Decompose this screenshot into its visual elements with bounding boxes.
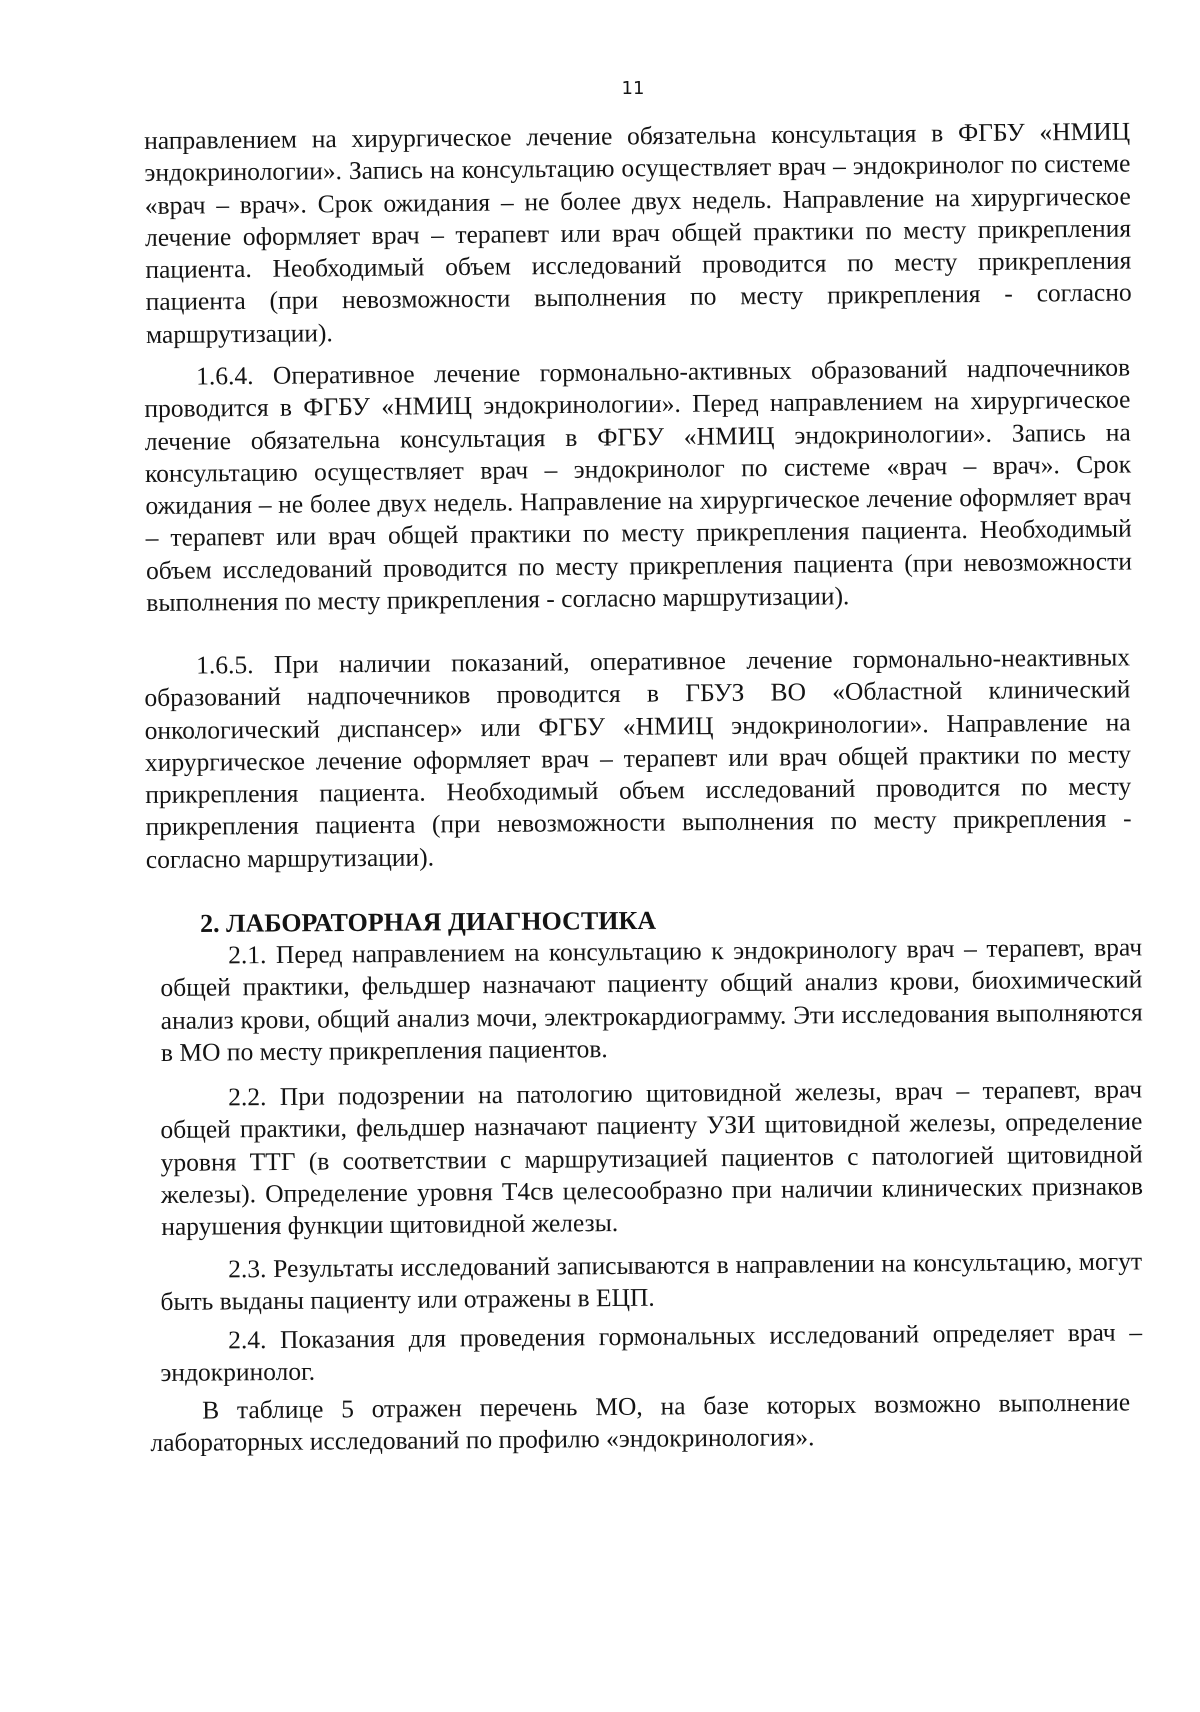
paragraph-referral-continuation: направлением на хирургическое лечение обязательна консультация в ФГБУ «НМИЦ эндокринологии». Запись на консультацию осуществляет врач – эндокринолог по системе «врач – врач». Срок ожидания – не более двух недель. Направление на хирургическое лечение оформляет врач – терапевт или врач общей практики по месту прикрепления пациента. Необходимый объем исследований проводится по месту прикрепления пациента (при невозможности выполнения по месту прикрепления - согласно маршрутизации). xyxy=(144,116,1132,349)
section-heading-lab-diagnostics: 2. ЛАБОРАТОРНАЯ ДИАГНОСТИКА xyxy=(200,905,657,938)
page-number: 11 xyxy=(621,78,645,99)
paragraph-1-6-4: 1.6.4. Оперативное лечение гормонально-активных образований надпочечников проводится в ФГБУ «НМИЦ эндокринологии». Перед направлением на хирургическое лечение обязательна консультация в ФГБУ «НМИЦ эндокринологии». Запись на консультацию осуществляет врач – эндокринолог по системе «врач – врач». Срок ожидания – не более двух недель. Направление на хирургическое лечение оформляет врач – терапевт или врач общей практики по месту прикрепления пациента. Необходимый объем исследований проводится по месту прикрепления пациента (при невозможности выполнения по месту прикрепления - согласно маршрутизации). xyxy=(144,352,1133,618)
paragraph-2-1: 2.1. Перед направлением на консультацию к эндокринологу врач – терапевт, врач общей практики, фельдшер назначают пациенту общий анализ крови, биохимический анализ крови, общий анализ мочи, электрокардиограмму. Эти исследования выполняются в МО по месту прикрепления пациентов. xyxy=(160,932,1143,1067)
paragraph-2-4: 2.4. Показания для проведения гормональных исследований определяет врач – эндокринолог. xyxy=(160,1317,1143,1388)
paragraph-table-5-reference: В таблице 5 отражен перечень МО, на базе которых возможно выполнение лабораторных исследований по профилю «эндокринология». xyxy=(150,1387,1131,1458)
paragraph-2-2: 2.2. При подозрении на патологию щитовидной железы, врач – терапевт, врач общей практики, фельдшер назначают пациенту УЗИ щитовидной железы, определение уровня ТТГ (в соответствии с маршрутизацией пациентов с патологией щитовидной железы). Определение уровня Т4св целесообразно при наличии клинических признаков нарушения функции щитовидной железы. xyxy=(160,1074,1144,1242)
paragraph-2-3: 2.3. Результаты исследований записываются в направлении на консультацию, могут быть выданы пациенту или отражены в ЕЦП. xyxy=(160,1246,1143,1317)
paragraph-1-6-5: 1.6.5. При наличии показаний, оперативное лечение гормонально-неактивных образований надпочечников проводится в ГБУЗ ВО «Областной клинический онкологический диспансер» или ФГБУ «НМИЦ эндокринологии». Направление на хирургическое лечение оформляет врач – терапевт или врач общей практики по месту прикрепления пациента. Необходимый объем исследований проводится по месту прикрепления пациента (при невозможности выполнения по месту прикрепления - согласно маршрутизации). xyxy=(144,642,1132,874)
